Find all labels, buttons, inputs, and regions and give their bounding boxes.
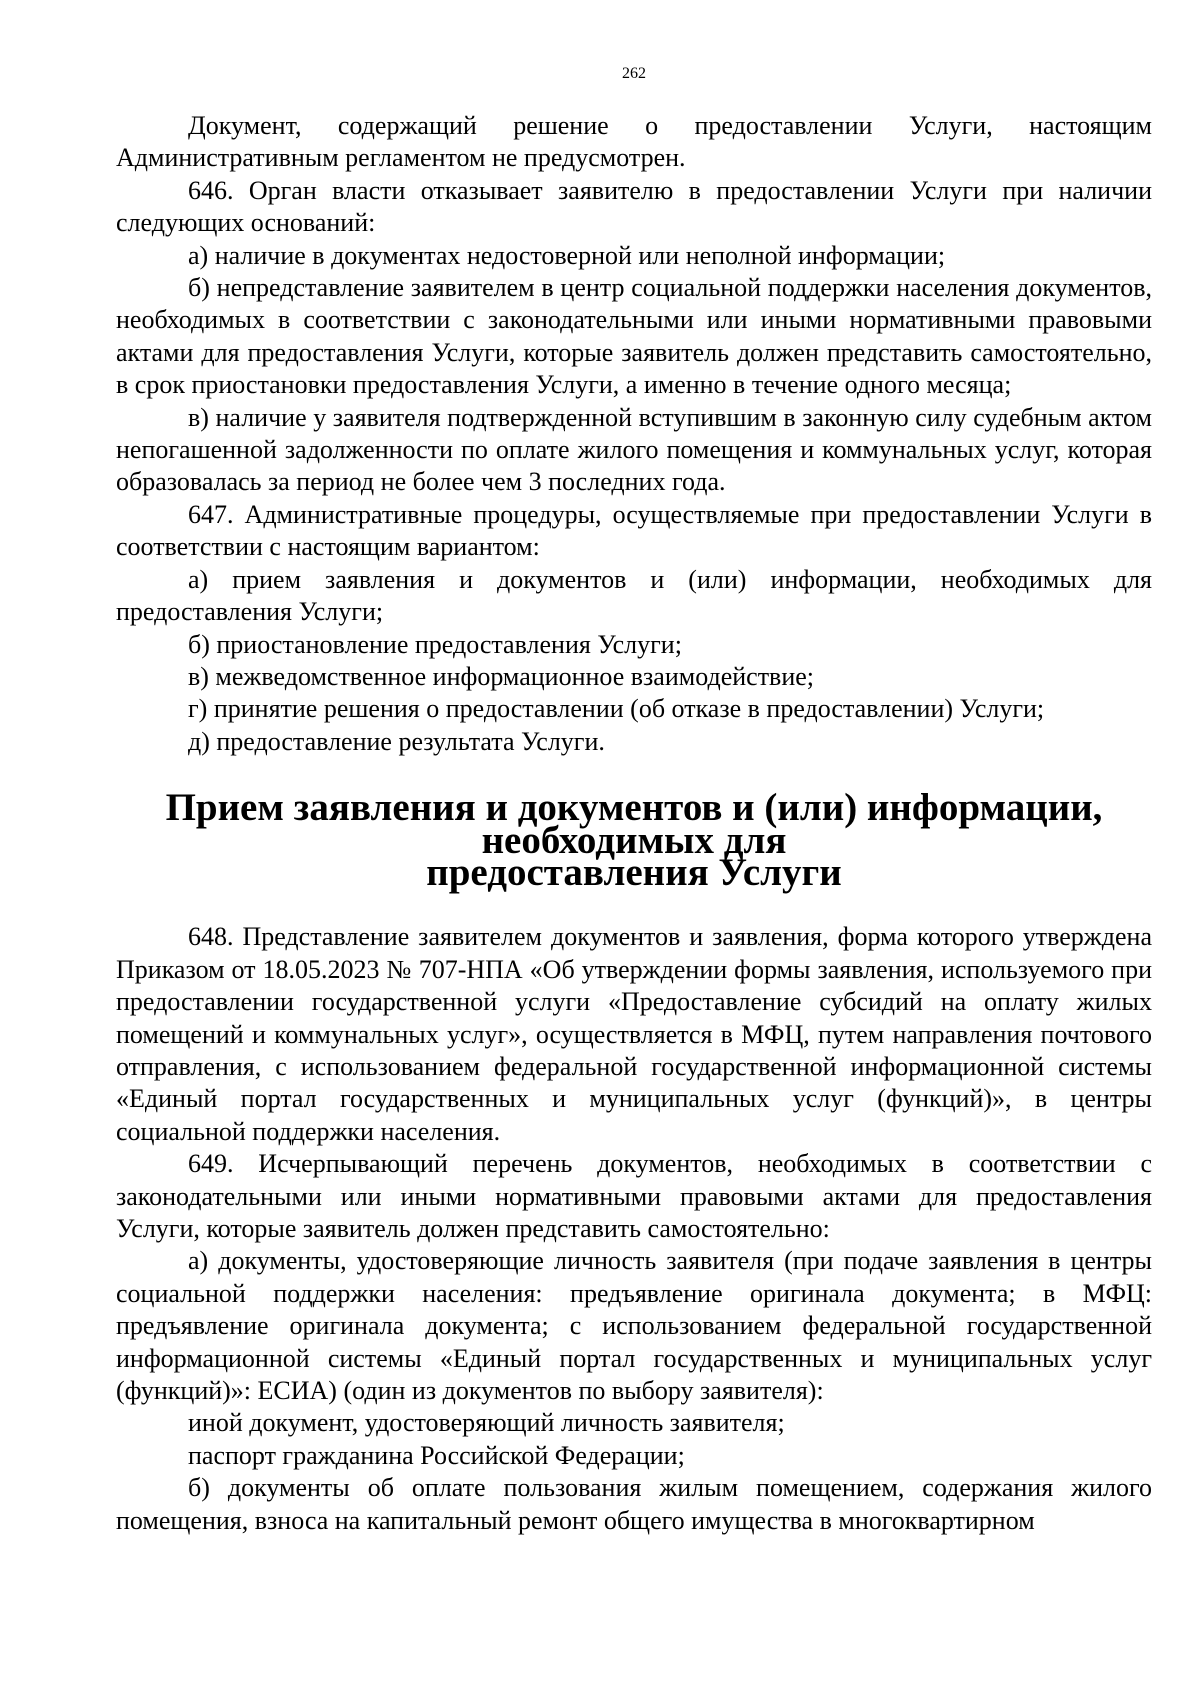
page-number: 262 — [622, 65, 646, 82]
paragraph-648-submission: 648. Представление заявителем документов и заявления, форма которого утверждена Приказом от 18.05.2023 № 707-НПА «Об утверждении формы заявления, используемого при предоставлении государственной услуги «Предоставление субсидий на оплату жилых помещений и коммунальных услуг», осуществляется в МФЦ, путем направления почтового отправления, с использованием федеральной государственной информационной системы «Единый портал государственных и муниципальных услуг (функций)», в центры социальной поддержки населения. — [116, 922, 1152, 1146]
document-page — [116, 64, 1152, 1537]
list-item-646-a: а) наличие в документах недостоверной или неполной информации; — [188, 240, 946, 270]
list-item-647-a: а) прием заявления и документов и (или) информации, необходимых для предоставления Услуги; — [116, 564, 1152, 627]
list-item-647-v: в) межведомственное информационное взаимодействие; — [188, 661, 815, 691]
list-item-649-b: б) документы об оплате пользования жилым помещением, содержания жилого помещения, взноса на капитальный ремонт общего имущества в многоквартирном — [116, 1473, 1152, 1535]
paragraph-649-document-list: 649. Исчерпывающий перечень документов, необходимых в соответствии с законодательными или иными нормативными правовыми актами для предоставления Услуги, которые заявитель должен представить самостоятельно: — [116, 1149, 1152, 1243]
list-item-647-b: б) приостановление предоставления Услуги; — [188, 629, 682, 659]
list-item-passport: паспорт гражданина Российской Федерации; — [188, 1440, 685, 1470]
section-heading — [116, 786, 1152, 894]
paragraph-647-procedures: 647. Административные процедуры, осуществляемые при предоставлении Услуги в соответствии с настоящим вариантом: — [116, 499, 1152, 562]
list-item-646-b: б) непредставление заявителем в центр социальной поддержки населения документов, необходимых в соответствии с законодательными или иными нормативными правовыми актами для предоставления Услуги, которые заявитель должен представить самостоятельно, в срок приостановки предоставления Услуги, а именно в течение одного месяца; — [116, 273, 1152, 400]
list-item-647-d: д) предоставление результата Услуги. — [188, 726, 605, 756]
paragraph-result-document: Документ, содержащий решение о предоставлении Услуги, настоящим Административным регламентом не предусмотрен. — [116, 111, 1152, 173]
list-item-647-g: г) принятие решения о предоставлении (об отказе в предоставлении) Услуги; — [188, 694, 1045, 724]
paragraph-646-refusal-grounds: 646. Орган власти отказывает заявителю в предоставлении Услуги при наличии следующих оснований: — [116, 175, 1152, 238]
section-heading-line-2: предоставления Услуги — [426, 850, 842, 894]
list-item-646-v: в) наличие у заявителя подтвержденной вступившим в законную силу судебным актом непогашенной задолженности по оплате жилого помещения и коммунальных услуг, которая образовалась за период не более чем 3 последних года. — [116, 402, 1152, 497]
list-item-649-a: а) документы, удостоверяющие личность заявителя (при подаче заявления в центры социальной поддержки населения: предъявление оригинала документа; в МФЦ: предъявление оригинала документа; с использованием федеральной государственной информационной системы «Единый портал государственных и муниципальных услуг (функций)»: ЕСИА) (один из документов по выбору заявителя): — [116, 1246, 1152, 1406]
list-item-identity-document: иной документ, удостоверяющий личность заявителя; — [188, 1408, 785, 1438]
section-heading-line-1: Прием заявления и документов и (или) информации, необходимых для — [165, 786, 1103, 862]
